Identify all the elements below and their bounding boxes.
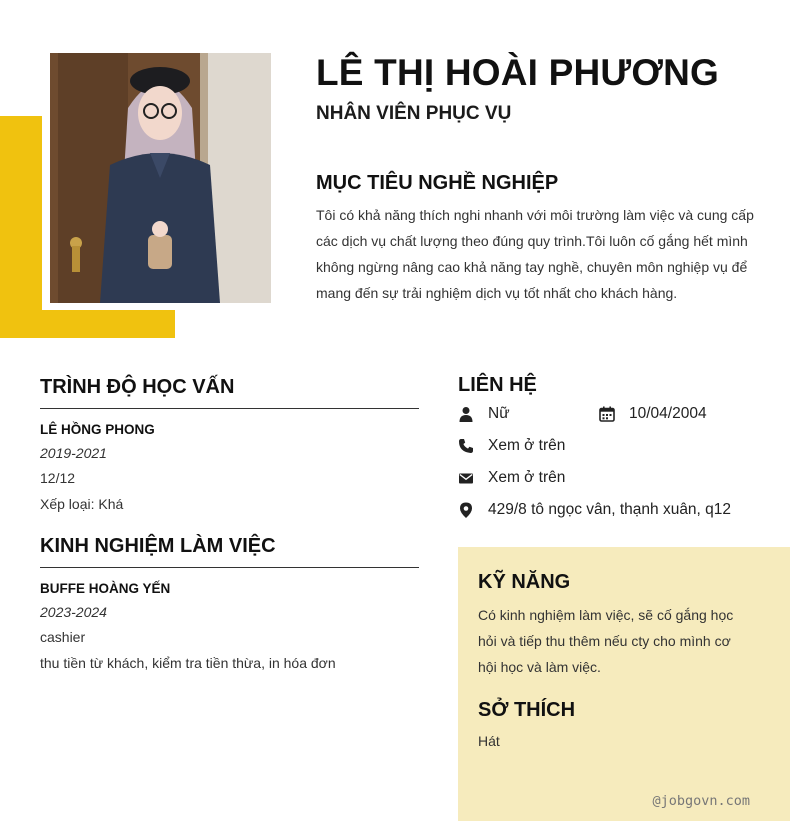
skills-panel [458,547,790,821]
experience-divider [40,567,419,568]
education-heading: TRÌNH ĐỘ HỌC VẤN [40,376,235,398]
accent-bar-horizontal [0,310,175,338]
skills-text: Có kinh nghiệm làm việc, sẽ cố gắng học hỏi và tiếp thu thêm nếu cty cho mình cơ hội học và làm việc. [478,607,734,675]
experience-description: thu tiền từ khách, kiểm tra tiền thừa, in hóa đơn [40,655,336,671]
address-value: 429/8 tô ngọc vân, thạnh xuân, q12 [488,501,732,518]
contact-gender [458,405,510,423]
contact-address [458,501,731,519]
education-rating: Xếp loại: Khá [40,496,124,512]
birthdate-value: 10/04/2004 [629,405,707,422]
experience-company: BUFFE HOÀNG YẾN [40,581,171,596]
contact-birthdate [599,405,707,423]
email-value: Xem ở trên [488,469,566,486]
education-school: LÊ HỒNG PHONG [40,422,155,437]
contact-heading: LIÊN HỆ [458,374,537,396]
hobbies-text: Hát [478,733,500,749]
phone-value: Xem ở trên [488,437,566,454]
calendar-icon [599,406,615,422]
education-period: 2019-2021 [40,445,107,461]
education-grade: 12/12 [40,470,76,486]
contact-email [458,469,565,487]
skills-heading: KỸ NĂNG [478,571,571,593]
profile-photo [50,53,271,303]
gender-value: Nữ [488,405,510,422]
experience-period: 2023-2024 [40,604,107,620]
education-divider [40,408,419,409]
location-pin-icon [458,502,474,518]
person-icon [458,406,474,422]
accent-bar-vertical [0,116,42,338]
candidate-name: LÊ THỊ HOÀI PHƯƠNG [316,52,719,93]
objective-heading: MỤC TIÊU NGHỀ NGHIỆP [316,172,559,194]
job-title: NHÂN VIÊN PHỤC VỤ [316,103,512,124]
objective-text: Tôi có khả năng thích nghi nhanh với môi trường làm việc và cung cấp các dịch vụ chất lượng theo đúng quy trình.Tôi luôn cố gắng hết mình không ngừng nâng cao khả năng tay nghề, chuyên môn nghiệp vụ để mang đến sự trải nghiệm dịch vụ tốt nhất cho khách hàng. [316,207,754,301]
hobbies-heading: SỞ THÍCH [478,699,576,721]
experience-heading: KINH NGHIỆM LÀM VIỆC [40,535,276,557]
mail-icon [458,470,474,486]
experience-position: cashier [40,629,86,645]
phone-icon [458,438,474,454]
contact-phone [458,437,565,455]
watermark: @jobgovn.com [652,793,750,809]
